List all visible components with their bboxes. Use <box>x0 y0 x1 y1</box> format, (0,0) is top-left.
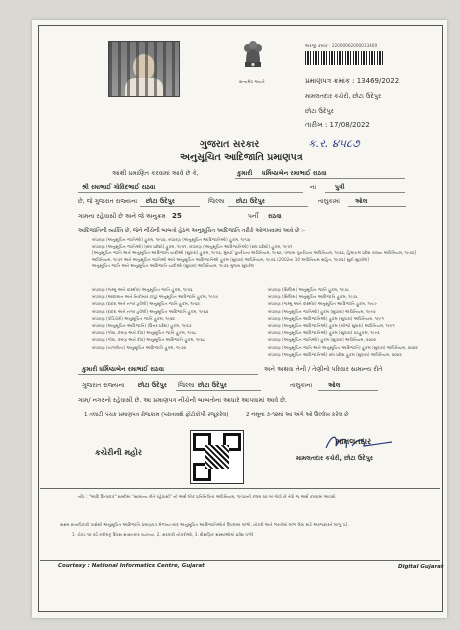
order-item: બંધારણ (અનુસૂચિત આદિજાતિ) (ઉત્તર પ્રદેશ) હુકમ, ૧૯૬૭ <box>92 323 192 329</box>
applicant-photo <box>108 41 180 97</box>
qr-code <box>190 430 244 484</box>
order-item: બંધારણ (ગોવા, દમણ અને દીવ) અનુસૂચિત આદિજાતિ હુકમ, ૧૯૬૮ <box>92 337 206 343</box>
order-item: બંધારણ (પોંડિચેરી) અનુસૂચિત જાતિ હુકમ, ૧૯૬૪ <box>92 315 175 321</box>
district-label-2: જિલ્લા <box>178 382 195 389</box>
issue-date: તારીખ : 17/08/2022 <box>305 121 370 129</box>
handwritten-number: ક.ર. ૪૫૮૭ <box>308 137 360 150</box>
village-value-2: ઓલ <box>328 382 341 389</box>
order-item: બંધારણ (અનુસૂચિત આદિજાતિઓ) સંઘ પ્રદેશ હુકમ (સુધારા) અધિનિયમ, ૨૦૦૨ <box>268 351 402 357</box>
order-item: બંધારણ (અનુસૂચિત જાતિઓ) હુકમ (સુધારા) અધિનિયમ, ૧૯૯૦ <box>268 308 376 314</box>
order-item: બંધારણ (અનુસૂચિત જાતિઓ) હુકમ (સુધારા) અધિનિયમ, ૨૦૦૨ <box>268 337 377 343</box>
basis-item-1: 1 તલાટી પંચક પ્રમાણપત્ર રોજકામ (પરાતાવશે ફોટોકોપી રજૂકરેલ) <box>84 412 229 418</box>
courtesy-text: Courtesy : National Informatics Centre, Gujarat <box>58 563 205 569</box>
government-title: ગુજરાત સરકાર <box>200 139 260 150</box>
ward-name: ધર્મિષ્ઠાબેન રમાભાઈ રાઠવા <box>262 170 327 177</box>
state-label-2: ગુજરાત રાજ્યના <box>82 382 125 389</box>
signatory-title: મામલતદાર <box>336 437 372 446</box>
tribe-paragraph: આદિજાતિની વ્યક્તિ છે, જેને નીચેની બાબતો હેઠળ અનુસૂચિત આદિજાતિ તરીકે ઓળખવામાં આવે છે :- <box>78 228 305 234</box>
order-item: બંધારણ (આંદામાન અને નિકોબાર ટાપુ) અનુસૂચિત આદિજાતિ હુકમ, ૧૯૫૯ <box>92 294 219 300</box>
order-item: બંધારણ (અનુસૂચિત જાતિ અને અનુસૂચિત આદિજાતિ) હુકમ (સુધારા) અધિનિયમ, ૨૦૦૨ <box>268 344 418 350</box>
order-item: બંધારણ (નાગાલેન્ડ) અનુસૂચિત આદિજાતિ હુકમ, ૧૯૭૦ <box>92 344 187 350</box>
order-item: બંધારણ (દાદરા અને નગર હવેલી) અનુસૂચિત જાતિ હુકમ, ૧૯૬૨ <box>92 301 200 307</box>
state-text: છે, જે ગુજરાત રાજ્યના <box>78 198 138 205</box>
applicant-number: અરજી ક્રમાંક : 22000062000013469 <box>305 43 378 48</box>
resides-text: ગામ/ નગરનો રહેવાસી છે. આ પ્રમાણપત્ર નીચેની બાબતોના આધારે આપવામાં આવે છે. <box>78 397 287 404</box>
order-item: બંધારણ (દાદરા અને નગર હવેલી) અનુસૂચિત આદિજાતિ હુકમ, ૧૯૬૨ <box>92 308 209 314</box>
na-label: ના <box>310 184 317 191</box>
order-item: બંધારણ (સિક્કિમ) અનુસૂચિત આદિજાતિ હુકમ, ૧૯૭૮ <box>268 294 359 300</box>
issuing-office: મામલતદાર કચેરી, છોટા ઉદેપુર <box>305 93 382 100</box>
issued-text: આથી પ્રમાણિત કરવામાં આવે છે કે, <box>112 170 199 177</box>
taluka-label: તાલુકામાં <box>318 198 341 205</box>
serial-number: 25 <box>172 212 182 220</box>
order-item: બંધારણ (જમ્મુ અને કાશ્મીર) અનુસૂચિત આદિજાતિ હુકમ, ૧૯૮૯ <box>268 301 377 307</box>
signatory-office: મામલતદાર કચેરી, છોટા ઉદેપુર <box>296 455 374 462</box>
order-item: બંધારણ (સિક્કિમ) અનુસૂચિત જાતિ હુકમ, ૧૯૭૮ <box>268 287 350 292</box>
orders-top-list <box>92 237 416 270</box>
taluka-district-value: છોટા ઉદેપુર <box>146 198 175 205</box>
order-item: બંધારણ (અનુસૂચિત જાતિઓ) (સંઘ પ્રદેશો) હુકમ, ૧૯૫૧, બંધારણ (અનુસૂચિત આદિજાતિઓ) (સંઘ પ્રદેશો) હુકમ, ૧૯૫૧ <box>92 243 293 249</box>
certificate-title: અનુસૂચિત આદિજાતિ પ્રમાણપત્ર <box>180 152 303 163</box>
footer-instruction: સક્ષમ સત્તાધિકારી પાસેથી અનુસૂચિત આદિજાતિ પ્રમાણપત્ર મેળવ્યા બાદ અનુસૂચિત આદિજાતિઓને ઉપલબ્ધ લાભો, નોકરી અને ભરતીમાં લાભ લેવા માટે અરજદારને લાગુ પડે. <box>60 522 349 527</box>
footer-points: 1. ચેક્ડ ૧૦ વર્ષ કરીમકૃ દિવસ સાક્ષાત્કાર વ્યાખ્યા, 2. સરકારી નોકરીઓ, 3. શૈક્ષણિક સંસ્થાઓમાં પ્રવેશ વગેરે <box>72 532 254 537</box>
office-seal-label: કચેરીની મહોર <box>95 448 142 457</box>
order-item: બંધારણ (અનુસૂચિત જાતિઓ) હુકમ, ૧૯૫૦, બંધારણ (અનુસૂચિત આદિજાતિઓ) હુકમ, ૧૯૫૦ <box>92 237 251 242</box>
village-value: ઓલ <box>355 198 368 205</box>
district-value: છોટા ઉદેપુર <box>236 198 265 205</box>
ward-name-again: કુમારી ધર્મિષ્ઠાબેન રમાભાઈ રાઠવા <box>82 366 164 373</box>
order-item: બંધારણ (ગોવા, દમણ અને દીવ) અનુસૂચિત જાતિ હુકમ, ૧૯૬૮ <box>92 330 197 336</box>
residence-text: ગામના રહેવાસી છે અને જે અનુક્રમ <box>78 213 166 220</box>
orders-right-list <box>268 286 418 358</box>
order-item: બંધારણ (અનુસૂચિત આદિજાતિઓ) હુકમ (બીજો સુધારા) અધિનિયમ, ૧૯૯૧ <box>268 323 395 329</box>
order-item: [અનુસૂચિત જાતિ અને અનુસૂચિત આદિજાતિ યાદીઓ (સુધારા) હુકમ, ૧૯૫૬, મુંબઈ પુનર્રચના અધિનિયમ, ૧૯૬૦, પંજાબ પુનર્રચના અધિનિયમ, ૧૯૬૬, હિમાચલ પ્રદેશ રાજ્ય અધિનિયમ, ૧૯૭૦] <box>92 250 417 256</box>
basis-item-2: 2 નમૂના ૭-૧૨માં આ અંગે ઓ ઉલ્લેખ કરેલ છે <box>246 412 349 418</box>
order-item: બંધારણ (જમ્મુ અને કાશ્મીર) અનુસૂચિત જાતિ હુકમ, ૧૯૫૬ <box>92 287 193 292</box>
footer-note: નોંધ : "આદિ ઉત્પાદક" શબ્દોમાં "સામાન્ય રીતે રહેવાસી" નો અર્થ લોક પ્રતિનિધિત્વ અધિનિયમ, ૧૯૫૦ની કલમ ૨૦ માં જેવો છે તેવો જ અર્થ કરવામાં આવશે. <box>78 494 337 499</box>
barcode <box>305 51 383 65</box>
tribe-value: રાઠવા <box>268 213 282 220</box>
taluka-label-2: તાલુકાના <box>290 382 313 389</box>
emblem-caption: સત્યમેવ જયતે <box>239 79 265 84</box>
tribe-label: પર્ની <box>248 213 259 220</box>
kumari-label: કુમારી <box>237 170 253 177</box>
father-name: શ્રી રમાભાઈ ગોવિંદભાઈ રાઠવા <box>82 184 156 191</box>
state-district-value: છોટા ઉદેપુર <box>138 382 167 389</box>
orders-left-list <box>92 286 218 351</box>
district-label: જિલ્લા <box>208 198 225 205</box>
certificate-number: પ્રમાણપત્ર ક્રમાંક : 13469/2022 <box>305 77 400 85</box>
digital-gujarat-brand: Digital Gujarat <box>398 564 444 570</box>
order-item: અધિનિયમ, ૧૯૭૧ અને અનુસૂચિત જાતિઓ અને અનુસૂચિત આદિજાતિઓ હુકમ (સુધારા) અધિનિયમ, ૧૯૭૬ (2002ના 10 અધિનિયમ સહિત, ૧૯૭૬) સુધી સુધારેલ] <box>92 256 369 262</box>
relation-value: પુત્રી <box>335 184 345 191</box>
order-item: બંધારણ (અનુસૂચિત આદિજાતિઓ) હુકમ (સુધારા) અધિનિયમ, ૧૯૯૧ <box>268 315 384 321</box>
district-value-2: છોટા ઉદેપુર <box>198 382 227 389</box>
order-item: અનુસૂચિત જાતિ અને અનુસૂચિત આદિજાતિ યાદીઓ (સુધારા) અધિનિયમ, ૧૯૭૬ મુજબ સુધારેલ <box>92 263 254 269</box>
issuing-place: છોટા ઉદેપુર <box>305 108 334 115</box>
order-item: બંધારણ (અનુસૂચિત આદિજાતિઓ) હુકમ (સુધારા) વટહુકમ, ૧૯૯૬ <box>268 330 380 336</box>
family-text: અને અથવા તેની / તેણીનો પરિવાર સામાન્ય રીતે <box>264 366 383 373</box>
national-emblem-icon <box>236 34 270 78</box>
